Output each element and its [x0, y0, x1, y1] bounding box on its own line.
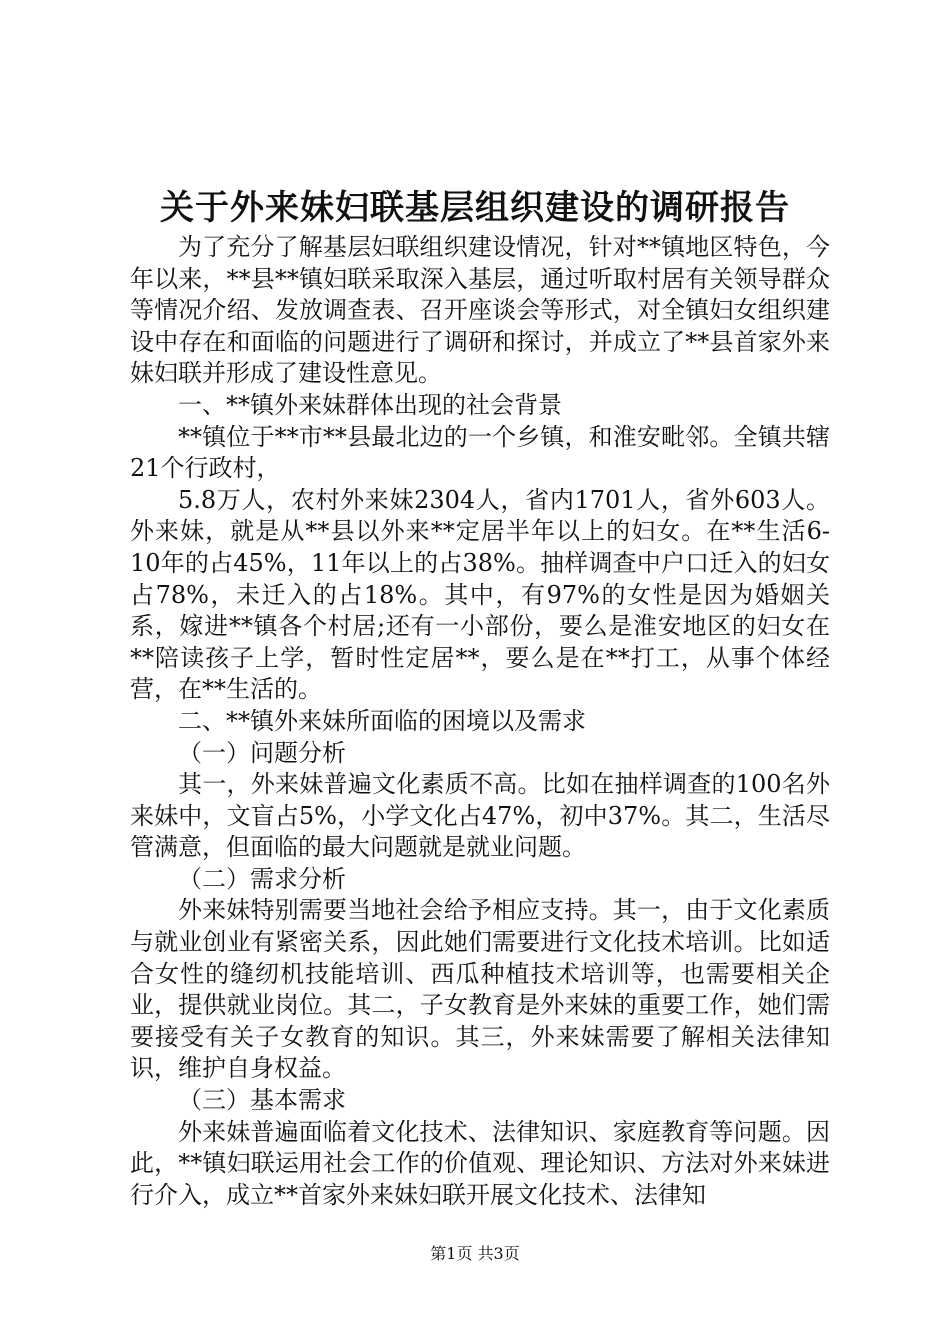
paragraph-intro: 为了充分了解基层妇联组织建设情况，针对**镇地区特色，今年以来，**县**镇妇联采取深入基层，通过听取村居有关领导群众等情况介绍、发放调查表、召开座谈会等形式，对全镇妇女组织建设中存在和面临的问题进行了调研和探讨，并成立了**县首家外来妹妇联并形成了建设性意见。: [130, 233, 830, 388]
paragraph-problems: 其一，外来妹普遍文化素质不高。比如在抽样调查的100名外来妹中，文盲占5%，小学文化占47%，初中37%。其二，生活尽管满意，但面临的最大问题就是就业问题。: [130, 770, 830, 862]
paragraph-location: **镇位于**市**县最北边的一个乡镇，和淮安毗邻。全镇共辖21个行政村，: [130, 422, 830, 483]
section-heading-difficulties: 二、**镇外来妹所面临的困境以及需求: [178, 706, 586, 735]
paragraph-basic-needs: 外来妹普遍面临着文化技术、法律知识、家庭教育等问题。因此，**镇妇联运用社会工作的价值观、理论知识、方法对外来妹进行介入，成立**首家外来妹妇联开展文化技术、法律知: [130, 1117, 830, 1209]
document-title: 关于外来妹妇联基层组织建设的调研报告: [160, 188, 790, 228]
page-footer: 第1页 共3页: [430, 1244, 520, 1263]
paragraph-population: 5.8万人，农村外来妹2304人，省内1701人，省外603人。外来妹，就是从**县以外来**定居半年以上的妇女。在**生活6-10年的占45%，11年以上的占38%。抽样调查中户口迁入的妇女占78%，未迁入的占18%。其中，有97%的女性是因为婚姻关系，嫁进**镇各个村居;还有一小部份，要么是淮安地区的妇女在**陪读孩子上学，暂时性定居**，要么是在**打工，从事个体经营，在**生活的。: [130, 485, 830, 704]
subheading-needs-analysis: （二）需求分析: [178, 864, 346, 893]
subheading-basic-needs: （三）基本需求: [178, 1086, 346, 1115]
subheading-problem-analysis: （一）问题分析: [178, 738, 346, 767]
document-body: [130, 232, 830, 1211]
section-heading-background: 一、**镇外来妹群体出现的社会背景: [178, 390, 562, 419]
paragraph-needs: 外来妹特别需要当地社会给予相应支持。其一，由于文化素质与就业创业有紧密关系，因此她们需要进行文化技术培训。比如适合女性的缝纫机技能培训、西瓜种植技术培训等，也需要相关企业，提供就业岗位。其二，子女教育是外来妹的重要工作，她们需要接受有关子女教育的知识。其三，外来妹需要了解相关法律知识，维护自身权益。: [130, 896, 830, 1083]
